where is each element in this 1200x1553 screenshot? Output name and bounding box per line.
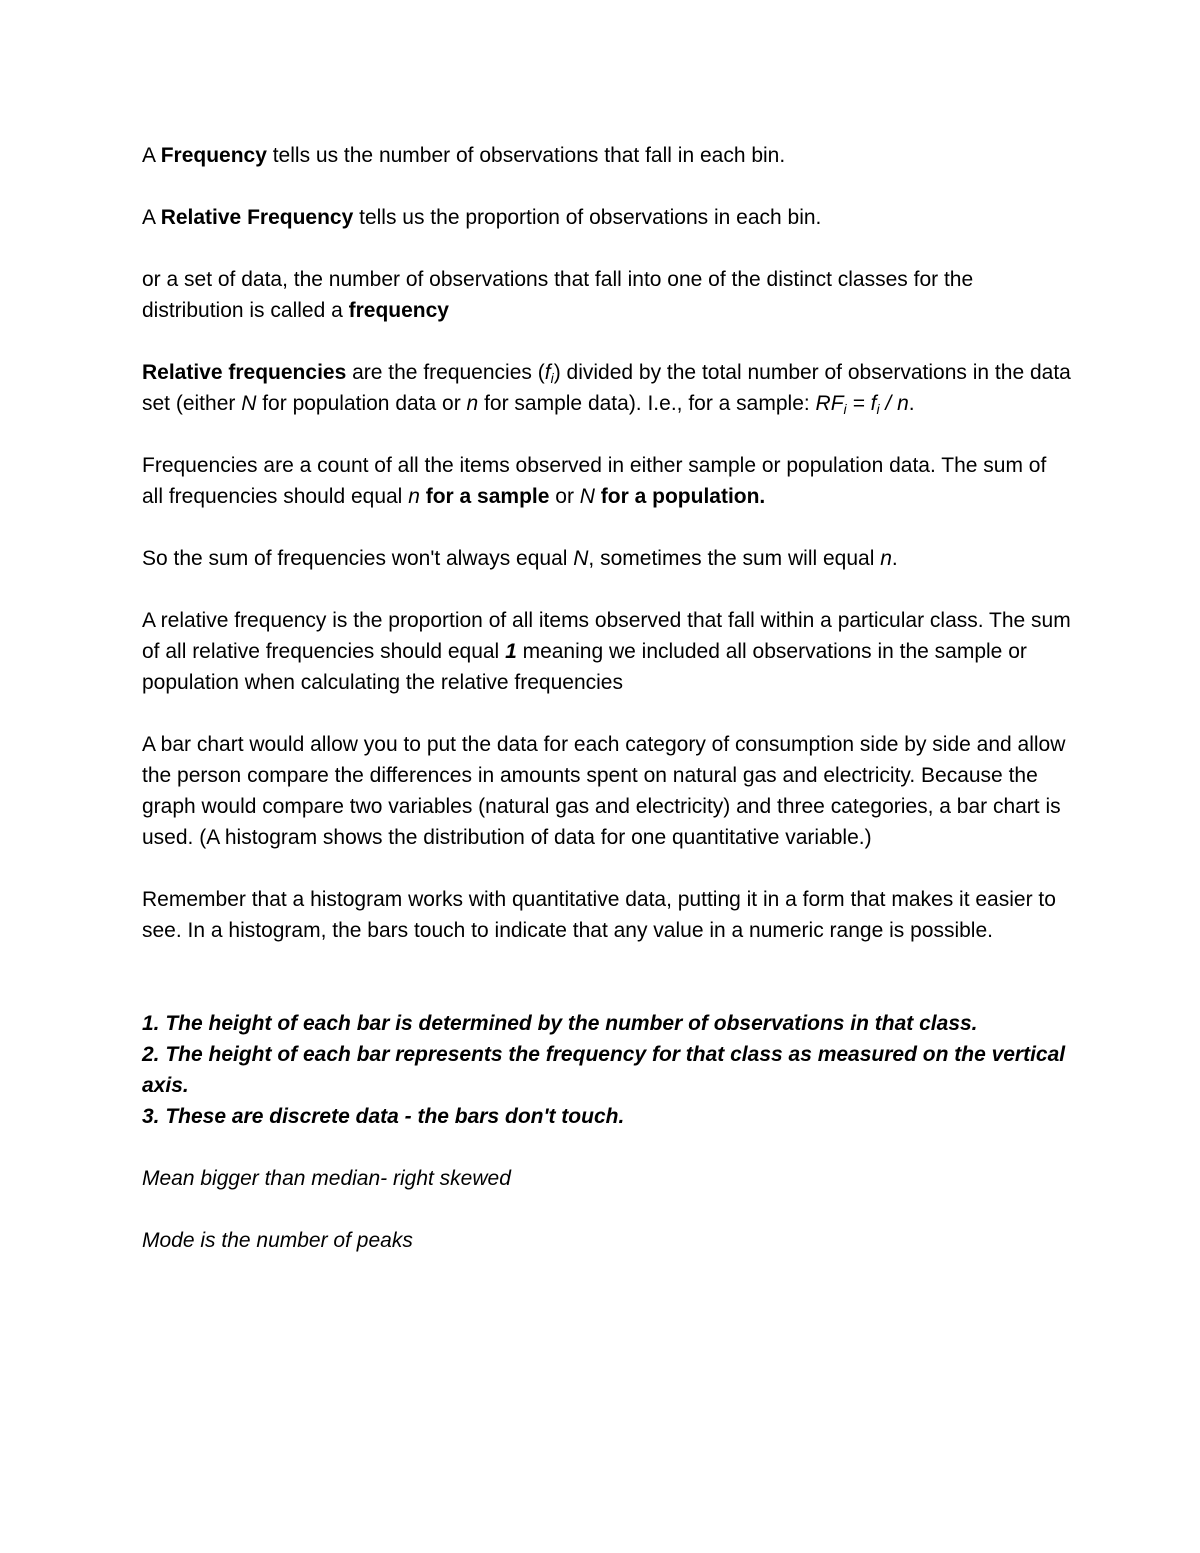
note-mode <box>142 1225 1072 1256</box>
list-item-text: 2. The height of each bar represents the frequency for that class as measured on the vertical axis. <box>142 1043 1066 1097</box>
paragraph-histogram: Remember that a histogram works with quantitative data, putting it in a form that makes it easier to see. In a histogram, the bars touch to indicate that any value in a numeric range is possible. <box>142 888 1056 942</box>
text: A <box>142 206 161 229</box>
list-item <box>142 1008 1072 1039</box>
term-relative-frequencies: Relative frequencies <box>142 361 347 384</box>
text: ) divided by the total number of observations in the data set (either <box>142 361 1071 415</box>
symbol-N: N <box>573 547 589 570</box>
symbol-rf: RF <box>815 392 844 415</box>
bold-italic-one: 1 <box>505 640 517 663</box>
text: are the frequencies ( <box>346 361 545 384</box>
text: So the sum of frequencies won't always equal <box>142 547 574 570</box>
symbol-N: N <box>241 392 257 415</box>
paragraph-bar-chart: A bar chart would allow you to put the data for each category of consumption side by side and allow the person compare the differences in amounts spent on natural gas and electricity. Because the graph would compare two variables (natural gas and electricity) and three categories, a bar chart is used. (A histogram shows the distribution of data for one quantitative variable.) <box>142 733 1066 849</box>
text: . <box>908 392 915 415</box>
symbol-n: n <box>466 392 479 415</box>
text: A <box>142 144 161 167</box>
list-item-text: 1. The height of each bar is determined by the number of observations in that class. <box>142 1012 978 1035</box>
text: Frequencies are a count of all the items observed in either sample or population data. The sum of all frequencies should equal <box>142 454 1047 508</box>
term-relative-frequency: Relative Frequency <box>160 206 354 229</box>
text: or <box>549 485 580 508</box>
text: for sample data). I.e., for a sample: <box>478 392 816 415</box>
term-frequency: Frequency <box>160 144 267 167</box>
note-text: Mean bigger than median- right skewed <box>142 1167 511 1190</box>
paragraph-frequencies-count <box>142 450 1072 512</box>
text: meaning we included all observations in the sample or population when calculating the relative frequencies <box>142 640 1027 694</box>
text: . <box>891 547 898 570</box>
bold-for-a-population: for a population. <box>594 485 766 508</box>
text: for population data or <box>256 392 467 415</box>
note-text: Mode is the number of peaks <box>142 1229 413 1252</box>
paragraph-relative-frequencies-formula <box>142 357 1072 419</box>
symbol-n: n <box>408 485 420 508</box>
paragraph-frequency-definition <box>142 140 1072 171</box>
list-item <box>142 1101 1072 1132</box>
spacer <box>142 977 1072 1008</box>
text: tells us the number of observations that fall in each bin. <box>266 144 786 167</box>
paragraph-relative-frequency-definition <box>142 202 1072 233</box>
bold-italic-list <box>142 1008 1072 1132</box>
paragraph-sum-of-frequencies <box>142 543 1072 574</box>
symbol-N: N <box>579 485 595 508</box>
term-frequency: frequency <box>348 299 449 322</box>
text: or a set of data, the number of observations that fall into one of the distinct classes for the distribution is called a <box>142 268 974 322</box>
text: , sometimes the sum will equal <box>588 547 881 570</box>
subscript-i: i <box>876 401 880 417</box>
text: A relative frequency is the proportion of all items observed that fall within a particular class. The sum of all relative frequencies should equal <box>142 609 1071 663</box>
formula-divide: / n <box>879 392 909 415</box>
list-item <box>142 1039 1072 1101</box>
bold-for-a-sample: for a sample <box>419 485 550 508</box>
subscript-i: i <box>550 370 554 386</box>
subscript-i: i <box>843 401 847 417</box>
note-mean-median <box>142 1163 1072 1194</box>
paragraph-relative-frequency-proportion <box>142 605 1072 698</box>
symbol-f: f <box>544 361 551 384</box>
document-body <box>142 140 1072 1287</box>
symbol-n: n <box>880 547 892 570</box>
text: tells us the proportion of observations in each bin. <box>353 206 822 229</box>
formula-equals: = f <box>846 392 877 415</box>
list-item-text: 3. These are discrete data - the bars don't touch. <box>142 1105 625 1128</box>
paragraph-frequency-classes <box>142 264 1072 326</box>
